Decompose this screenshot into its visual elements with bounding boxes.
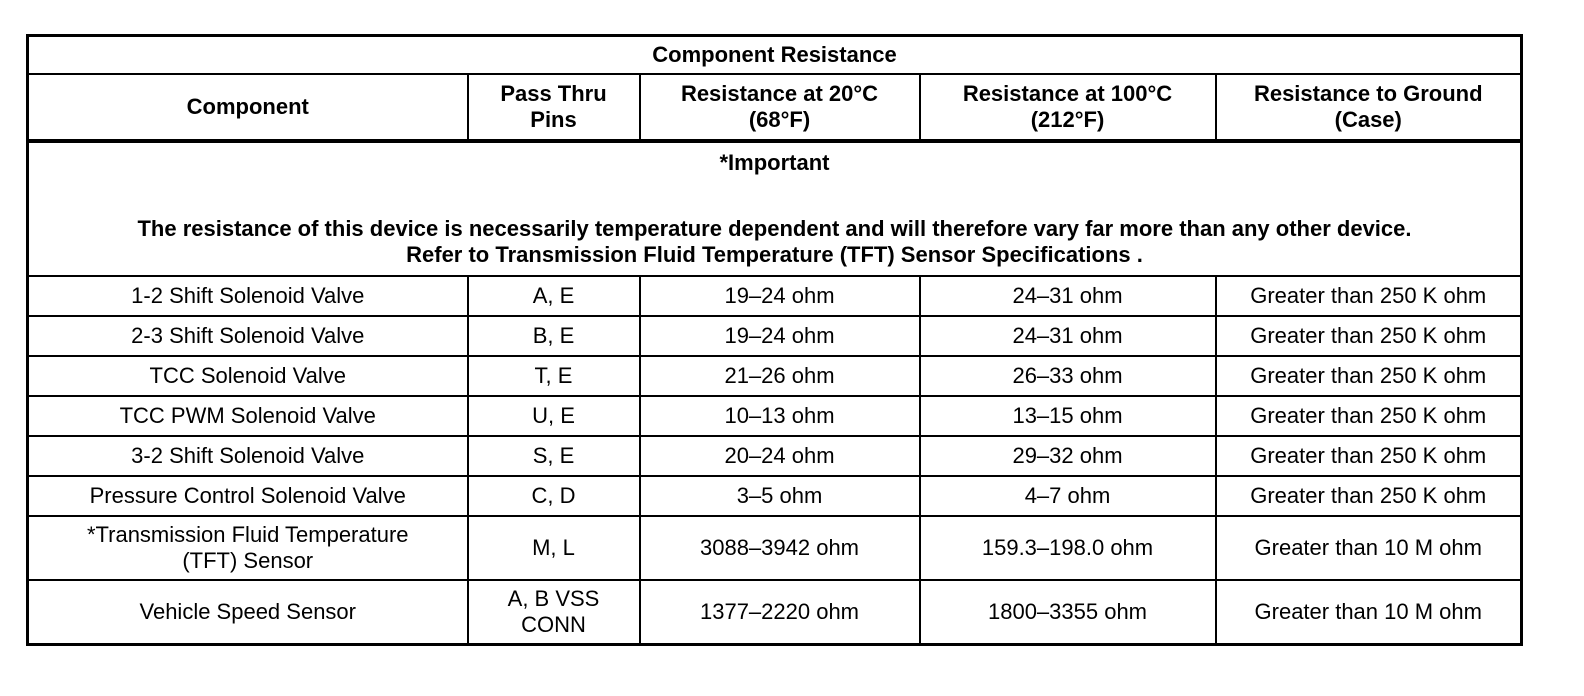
important-note — [28, 141, 1522, 276]
cell-resistance-ground: Greater than 250 K ohm — [1216, 436, 1522, 476]
header-component — [28, 74, 468, 141]
cell-resistance-ground: Greater than 10 M ohm — [1216, 516, 1522, 580]
cell-component-line: (TFT) Sensor — [182, 548, 314, 573]
cell-component-line: 1-2 Shift Solenoid Valve — [131, 283, 365, 308]
cell-component — [28, 356, 468, 396]
cell-resistance-ground: Greater than 250 K ohm — [1216, 396, 1522, 436]
cell-pins — [468, 276, 640, 316]
cell-resistance-ground: Greater than 250 K ohm — [1216, 276, 1522, 316]
cell-resistance-ground: Greater than 250 K ohm — [1216, 356, 1522, 396]
table-row — [28, 476, 1522, 516]
cell-resistance-20c: 1377–2220 ohm — [640, 580, 920, 645]
header-pass-thru-pins — [468, 74, 640, 141]
cell-resistance-100c: 26–33 ohm — [920, 356, 1216, 396]
header-pins-line-2: Pins — [530, 107, 577, 132]
cell-pins-line: S, E — [532, 443, 575, 468]
header-resistance-20c — [640, 74, 920, 141]
cell-component — [28, 316, 468, 356]
cell-pins-line: M, L — [532, 535, 575, 560]
cell-pins-line: CONN — [521, 612, 586, 637]
cell-pins — [468, 356, 640, 396]
cell-resistance-20c: 10–13 ohm — [640, 396, 920, 436]
cell-pins-line: C, D — [531, 483, 576, 508]
cell-resistance-20c: 3088–3942 ohm — [640, 516, 920, 580]
header-row — [28, 74, 1522, 141]
cell-pins-line: A, E — [532, 283, 575, 308]
header-resistance-100c — [920, 74, 1216, 141]
cell-pins-line: T, E — [534, 363, 573, 388]
cell-pins — [468, 580, 640, 645]
cell-component — [28, 396, 468, 436]
note-row — [28, 141, 1522, 276]
cell-resistance-100c: 24–31 ohm — [920, 316, 1216, 356]
cell-resistance-20c: 21–26 ohm — [640, 356, 920, 396]
cell-pins — [468, 476, 640, 516]
cell-component-line: 2-3 Shift Solenoid Valve — [131, 323, 365, 348]
cell-resistance-100c: 13–15 ohm — [920, 396, 1216, 436]
note-line-1: The resistance of this device is necessarily temperature dependent and will therefore vary far more than any other device. — [137, 216, 1412, 241]
cell-component-line: 3-2 Shift Solenoid Valve — [131, 443, 365, 468]
header-pins-line-1: Pass Thru — [500, 81, 607, 106]
header-ground-line-2: (Case) — [1334, 107, 1402, 132]
table-row — [28, 516, 1522, 580]
cell-component — [28, 476, 468, 516]
cell-resistance-100c: 24–31 ohm — [920, 276, 1216, 316]
component-resistance-table — [26, 34, 1523, 646]
cell-component — [28, 580, 468, 645]
table-row — [28, 316, 1522, 356]
cell-component — [28, 276, 468, 316]
cell-resistance-100c: 29–32 ohm — [920, 436, 1216, 476]
table-row — [28, 436, 1522, 476]
cell-resistance-ground: Greater than 250 K ohm — [1216, 316, 1522, 356]
header-r20-line-1: Resistance at 20°C — [680, 81, 879, 106]
cell-pins-line: U, E — [532, 403, 575, 428]
cell-pins — [468, 316, 640, 356]
header-component-label: Component — [186, 94, 309, 119]
cell-component-line: TCC PWM Solenoid Valve — [119, 403, 376, 428]
cell-resistance-20c: 19–24 ohm — [640, 276, 920, 316]
cell-resistance-100c: 159.3–198.0 ohm — [920, 516, 1216, 580]
cell-component-line: Vehicle Speed Sensor — [139, 599, 356, 624]
header-r100-line-2: (212°F) — [1030, 107, 1105, 132]
cell-component-line: *Transmission Fluid Temperature — [86, 522, 409, 547]
cell-resistance-20c: 19–24 ohm — [640, 316, 920, 356]
cell-pins-line: A, B VSS — [507, 586, 600, 611]
note-heading: *Important — [719, 150, 830, 175]
note-line-2: Refer to Transmission Fluid Temperature (TFT) Sensor Specifications . — [406, 242, 1143, 267]
cell-component — [28, 436, 468, 476]
cell-pins-line: B, E — [532, 323, 575, 348]
table-row — [28, 276, 1522, 316]
cell-pins — [468, 516, 640, 580]
cell-component — [28, 516, 468, 580]
header-r100-line-1: Resistance at 100°C — [962, 81, 1173, 106]
cell-resistance-100c: 4–7 ohm — [920, 476, 1216, 516]
cell-resistance-ground: Greater than 10 M ohm — [1216, 580, 1522, 645]
cell-pins — [468, 396, 640, 436]
header-r20-line-2: (68°F) — [748, 107, 811, 132]
cell-resistance-ground: Greater than 250 K ohm — [1216, 476, 1522, 516]
table-row — [28, 580, 1522, 645]
header-ground-line-1: Resistance to Ground — [1253, 81, 1483, 106]
table-row — [28, 356, 1522, 396]
cell-component-line: Pressure Control Solenoid Valve — [89, 483, 406, 508]
cell-pins — [468, 436, 640, 476]
cell-component-line: TCC Solenoid Valve — [149, 363, 346, 388]
table-title: Component Resistance — [28, 36, 1522, 75]
header-resistance-ground — [1216, 74, 1522, 141]
cell-resistance-100c: 1800–3355 ohm — [920, 580, 1216, 645]
table-row — [28, 396, 1522, 436]
cell-resistance-20c: 20–24 ohm — [640, 436, 920, 476]
cell-resistance-20c: 3–5 ohm — [640, 476, 920, 516]
